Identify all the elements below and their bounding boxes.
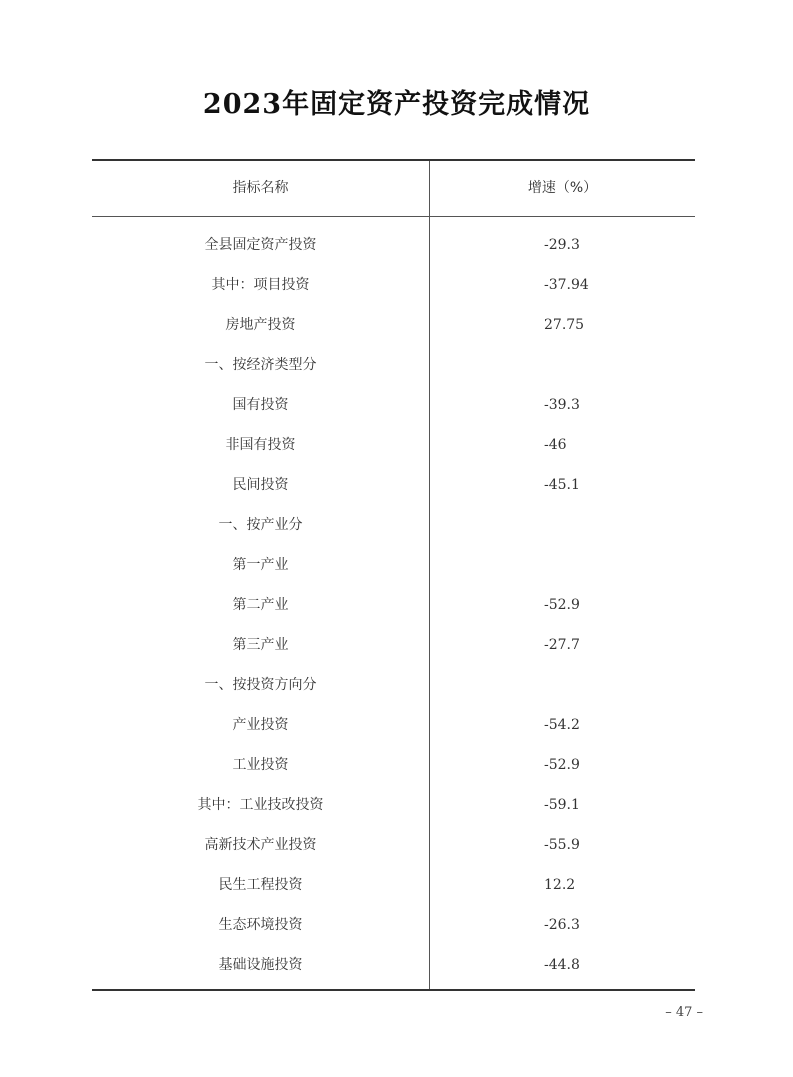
table-row <box>92 905 695 945</box>
table-row <box>92 945 695 985</box>
page-title: 2023年固定资产投资完成情况 <box>202 89 591 120</box>
row-name: 民间投资 <box>232 477 289 493</box>
table-row <box>92 465 695 505</box>
row-rate <box>544 545 664 585</box>
row-name: 一、按经济类型分 <box>204 357 317 373</box>
row-name: 一、按产业分 <box>218 517 303 533</box>
page-number: – 47 – <box>665 1005 703 1020</box>
table-body <box>92 225 695 985</box>
header-growth-rate: 增速（%） <box>527 180 598 196</box>
table-row <box>92 585 695 625</box>
row-name: 基础设施投资 <box>218 957 303 973</box>
row-name: 国有投资 <box>232 397 289 413</box>
row-name: 其中：项目投资 <box>211 277 310 293</box>
table-row <box>92 385 695 425</box>
row-rate: -54.2 <box>544 717 580 733</box>
row-rate: 12.2 <box>544 877 576 893</box>
table-row <box>92 825 695 865</box>
row-name: 工业投资 <box>232 757 289 773</box>
row-rate: -52.9 <box>544 597 580 613</box>
header-indicator-name: 指标名称 <box>232 180 289 196</box>
table-row <box>92 505 695 545</box>
row-rate: -26.3 <box>544 917 580 933</box>
row-name: 产业投资 <box>232 717 289 733</box>
table-row <box>92 785 695 825</box>
row-name: 第二产业 <box>232 597 289 613</box>
row-rate: -37.94 <box>544 277 589 293</box>
row-name: 民生工程投资 <box>218 877 303 893</box>
row-name: 第三产业 <box>232 637 289 653</box>
row-rate <box>544 505 664 545</box>
table-row <box>92 345 695 385</box>
table-row <box>92 265 695 305</box>
row-rate: -44.8 <box>544 957 580 973</box>
row-rate: -46 <box>544 437 567 453</box>
table-row <box>92 425 695 465</box>
row-rate: -29.3 <box>544 237 580 253</box>
table-row <box>92 745 695 785</box>
row-rate: -59.1 <box>544 797 580 813</box>
table-row <box>92 865 695 905</box>
table-row <box>92 545 695 585</box>
investment-table <box>92 159 695 991</box>
row-name: 生态环境投资 <box>218 917 303 933</box>
table-row <box>92 305 695 345</box>
table-row <box>92 625 695 665</box>
row-rate: -55.9 <box>544 837 580 853</box>
row-name: 一、按投资方向分 <box>204 677 317 693</box>
row-rate: -27.7 <box>544 637 580 653</box>
row-name: 高新技术产业投资 <box>204 837 317 853</box>
row-rate: -45.1 <box>544 477 580 493</box>
table-row <box>92 665 695 705</box>
row-name: 第一产业 <box>232 557 289 573</box>
table-row <box>92 225 695 265</box>
row-rate: -39.3 <box>544 397 580 413</box>
table-bottom-rule <box>92 989 695 991</box>
table-header-rule <box>92 216 695 217</box>
row-name: 全县固定资产投资 <box>204 237 317 253</box>
row-name: 非国有投资 <box>225 437 296 453</box>
row-rate: -52.9 <box>544 757 580 773</box>
row-name: 其中：工业技改投资 <box>197 797 324 813</box>
row-rate: 27.75 <box>544 317 585 333</box>
row-name: 房地产投资 <box>225 317 296 333</box>
row-rate <box>544 665 664 705</box>
table-row <box>92 705 695 745</box>
row-rate <box>544 345 664 385</box>
